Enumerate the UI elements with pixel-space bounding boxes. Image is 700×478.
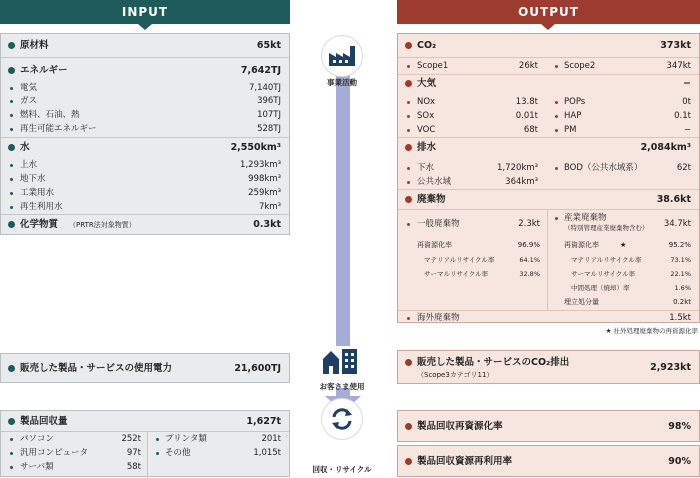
energy-bullet — [8, 67, 15, 74]
bod-value: 62t — [676, 163, 691, 173]
industrial-waste-sublabel: （特別管理産業廃棄物含む） — [564, 224, 649, 232]
air-label: 大気 — [417, 78, 437, 89]
chemicals-note: （PRTR法対象物質） — [69, 221, 136, 229]
chemicals-label: 化学物質 — [20, 219, 59, 230]
recovery-pc-label: パソコン — [20, 434, 54, 444]
input-power-panel — [0, 353, 290, 383]
materials-label: 原材料 — [20, 40, 49, 51]
energy-renewable-label: 再生可能エネルギー — [20, 124, 97, 134]
column-divider — [147, 431, 148, 478]
recovery-mainframe-bullet — [10, 452, 13, 455]
overseas-waste-value: 1.5kt — [669, 313, 691, 323]
recovery-mainframe-label: 汎用コンピュータ — [20, 448, 89, 458]
energy-gas-bullet — [10, 100, 13, 103]
industrial-waste-value: 34.7kt — [663, 219, 691, 229]
drainage-label: 排水 — [417, 142, 437, 153]
sox-bullet — [407, 115, 410, 118]
water-tap-bullet — [10, 164, 13, 167]
scope2-bullet — [555, 65, 558, 68]
industrial-recycle-rate-value: 95.2% — [668, 241, 691, 249]
divider — [398, 74, 699, 75]
hap-bullet — [555, 115, 558, 118]
co2-bullet — [405, 42, 412, 49]
customer-icon — [321, 346, 361, 380]
pops-bullet — [555, 101, 558, 104]
column-divider — [547, 209, 548, 310]
energy-label: エネルギー — [20, 65, 68, 76]
output-emissions-panel — [397, 33, 700, 323]
output-header: OUTPUT — [397, 0, 700, 24]
waste-value: 38.6kt — [656, 194, 691, 205]
recovery-rate-label: 製品回収再資源化率 — [417, 421, 503, 432]
scope3-bullet — [405, 359, 412, 366]
power-bullet — [8, 365, 15, 372]
input-header-pointer — [138, 24, 152, 30]
drainage-bullet — [405, 144, 412, 151]
energy-electricity-bullet — [10, 87, 13, 90]
business-icon-circle — [321, 35, 363, 77]
scope2-value: 347kt — [666, 61, 691, 71]
water-value: 2,550km³ — [230, 142, 281, 153]
recycle-icon-circle — [321, 398, 363, 440]
business-label: 事業活動 — [327, 78, 357, 87]
recovery-bullet — [8, 418, 15, 425]
pm-value: − — [683, 125, 691, 135]
energy-fuel-bullet — [10, 114, 13, 117]
energy-gas-label: ガス — [20, 96, 38, 106]
industrial-intermediate-value: 1.6% — [674, 284, 691, 292]
materials-bullet — [8, 42, 15, 49]
bod-label: BOD（公共水域系） — [564, 163, 643, 173]
recovery-other-label: その他 — [165, 448, 191, 458]
output-reuse-rate-panel — [397, 445, 700, 477]
reuse-rate-bullet — [405, 458, 412, 465]
public-water-bullet — [407, 181, 410, 184]
input-header: INPUT — [0, 0, 290, 24]
recovery-value: 1,627t — [246, 416, 281, 427]
bod-bullet — [555, 167, 558, 170]
divider — [1, 214, 289, 215]
industrial-recycle-star: ★ — [620, 241, 627, 249]
divider — [398, 209, 699, 210]
water-label: 水 — [20, 142, 30, 153]
public-water-value: 364km³ — [505, 177, 538, 187]
water-industrial-value: 259km³ — [248, 188, 281, 198]
divider — [1, 57, 289, 58]
hap-label: HAP — [564, 111, 582, 121]
energy-electricity-label: 電気 — [20, 83, 38, 93]
general-waste-bullet — [407, 223, 410, 226]
scope1-label: Scope1 — [417, 61, 449, 71]
nox-bullet — [407, 101, 410, 104]
water-tap-value: 1,293km³ — [240, 160, 281, 170]
pm-bullet — [555, 129, 558, 132]
air-value: − — [683, 78, 691, 89]
pops-value: 0t — [682, 97, 691, 107]
energy-renewable-bullet — [10, 128, 13, 131]
energy-fuel-label: 燃料、石油、熱 — [20, 110, 80, 120]
recovery-printer-bullet — [156, 438, 159, 441]
general-recycle-rate-label: 再資源化率 — [417, 241, 452, 249]
overseas-waste-bullet — [407, 317, 410, 320]
nox-value: 13.8t — [515, 97, 538, 107]
sewage-value: 1,720km³ — [497, 163, 538, 173]
industrial-landfill-value: 0.2kt — [673, 298, 691, 306]
general-material-label: マテリアルリサイクル率 — [424, 256, 495, 264]
water-ground-value: 998km³ — [248, 174, 281, 184]
co2-label: CO₂ — [417, 40, 437, 51]
industrial-waste-bullet — [555, 217, 558, 220]
pops-label: POPs — [564, 97, 586, 107]
drainage-value: 2,084km³ — [640, 142, 691, 153]
recovery-pc-value: 252t — [121, 434, 141, 444]
reuse-rate-label: 製品回収資源再利用率 — [417, 456, 513, 467]
general-waste-value: 2.3kt — [518, 219, 540, 229]
recovery-rate-value: 98% — [668, 421, 691, 432]
scope1-bullet — [407, 65, 410, 68]
chemicals-value: 0.3kt — [253, 219, 281, 230]
voc-value: 68t — [523, 125, 538, 135]
energy-electricity-value: 7,140TJ — [248, 83, 281, 93]
scope3-label: 販売した製品・サービスのCO₂排出 — [417, 357, 570, 368]
recycle-label: 回収・リサイクル — [312, 465, 372, 474]
sewage-bullet — [407, 167, 410, 170]
water-ground-label: 地下水 — [20, 174, 46, 184]
energy-value: 7,642TJ — [240, 65, 281, 76]
recovery-server-value: 58t — [126, 462, 141, 472]
recovery-printer-label: プリンタ類 — [165, 434, 207, 444]
power-label: 販売した製品・サービスの使用電力 — [20, 363, 173, 374]
customer-label: お客さま使用 — [319, 382, 365, 391]
chemicals-bullet — [8, 221, 15, 228]
co2-value: 373kt — [660, 40, 691, 51]
industrial-waste-label: 産業廃棄物 — [564, 213, 607, 223]
recovery-mainframe-value: 97t — [126, 448, 141, 458]
recovery-other-bullet — [156, 452, 159, 455]
scope1-value: 26kt — [518, 61, 538, 71]
divider — [1, 431, 289, 432]
sox-value: 0.01t — [515, 111, 538, 121]
output-header-pointer — [541, 24, 555, 30]
water-industrial-bullet — [10, 192, 13, 195]
output-scope3-panel — [397, 350, 700, 384]
general-thermal-value: 32.8% — [519, 270, 540, 278]
recovery-pc-bullet — [10, 438, 13, 441]
divider — [398, 189, 699, 190]
public-water-label: 公共水域 — [417, 177, 452, 187]
water-industrial-label: 工業用水 — [20, 188, 55, 198]
water-recycled-bullet — [10, 206, 13, 209]
water-tap-label: 上水 — [20, 160, 38, 170]
waste-bullet — [405, 196, 412, 203]
output-recovery-rate-panel — [397, 410, 700, 442]
recovery-server-bullet — [10, 466, 13, 469]
waste-label: 廃棄物 — [417, 194, 446, 205]
nox-label: NOx — [417, 97, 436, 107]
industrial-thermal-label: サーマルリサイクル率 — [571, 270, 636, 278]
waste-footnote: ★ 社外処理廃棄物の再資源化率 — [605, 327, 698, 335]
pm-label: PM — [564, 125, 577, 135]
recovery-server-label: サーバ類 — [20, 462, 54, 472]
general-thermal-label: サーマルリサイクル率 — [424, 270, 489, 278]
power-value: 21,600TJ — [234, 363, 281, 374]
voc-bullet — [407, 129, 410, 132]
factory-icon — [322, 36, 362, 76]
energy-gas-value: 396TJ — [257, 96, 281, 106]
recovery-other-value: 1,015t — [253, 448, 281, 458]
divider — [398, 137, 699, 138]
recycle-icon — [322, 399, 362, 439]
general-recycle-rate-value: 96.9% — [517, 241, 540, 249]
industrial-intermediate-label: 中間処理（焼却）率 — [571, 284, 630, 292]
sox-label: SOx — [417, 111, 435, 121]
energy-renewable-value: 528TJ — [257, 124, 281, 134]
divider — [1, 137, 289, 138]
recovery-label: 製品回収量 — [20, 416, 68, 427]
divider — [398, 310, 699, 311]
industrial-material-label: マテリアルリサイクル率 — [571, 256, 642, 264]
input-resources-panel — [0, 33, 290, 235]
water-recycled-value: 7km³ — [258, 202, 281, 212]
air-bullet — [405, 80, 412, 87]
industrial-landfill-label: 埋立処分量 — [564, 298, 599, 306]
scope3-value: 2,923kt — [650, 362, 691, 373]
recovery-printer-value: 201t — [261, 434, 281, 444]
energy-fuel-value: 107TJ — [257, 110, 281, 120]
industrial-material-value: 73.1% — [670, 256, 691, 264]
industrial-recycle-rate-label: 再資源化率 — [564, 241, 599, 249]
input-recovery-panel — [0, 410, 290, 477]
water-recycled-label: 再生利用水 — [20, 202, 63, 212]
water-bullet — [8, 144, 15, 151]
scope3-sub: （Scope3カテゴリ11） — [417, 371, 494, 379]
building-icon — [321, 346, 361, 378]
sewage-label: 下水 — [417, 163, 435, 173]
overseas-waste-label: 海外廃棄物 — [417, 313, 460, 323]
general-waste-label: 一般廃棄物 — [417, 219, 460, 229]
materials-value: 65kt — [256, 40, 281, 51]
water-ground-bullet — [10, 178, 13, 181]
hap-value: 0.1t — [674, 111, 691, 121]
general-material-value: 64.1% — [519, 256, 540, 264]
reuse-rate-value: 90% — [668, 456, 691, 467]
flow-arrow-main — [325, 60, 361, 380]
scope2-label: Scope2 — [564, 61, 596, 71]
voc-label: VOC — [417, 125, 436, 135]
divider — [398, 57, 699, 58]
recovery-rate-bullet — [405, 423, 412, 430]
industrial-thermal-value: 22.1% — [670, 270, 691, 278]
